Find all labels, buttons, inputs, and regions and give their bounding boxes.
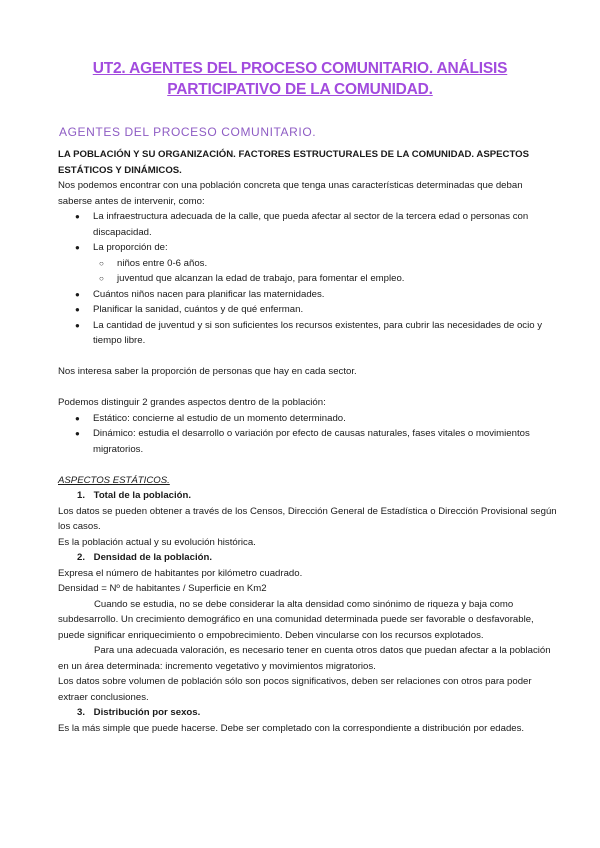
numbered-heading (58, 488, 558, 504)
document-title: UT2. AGENTES DEL PROCESO COMUNITARIO. ANÁLISIS PARTICIPATIVO DE LA COMUNIDAD. (92, 60, 508, 98)
item-number: 3. (77, 707, 86, 718)
item-title: Distribución por sexos. (93, 707, 201, 718)
item-number: 1. (77, 490, 86, 501)
paragraph: Los datos se pueden obtener a través de los Censos, Dirección General de Estadística o Dirección Provisional según los casos. (58, 505, 557, 532)
list-item: ● La infraestructura adecuada de la calle, que pueda afectar al sector de la tercera edad o personas con discapacidad. (58, 209, 558, 240)
distinguish-paragraph: Podemos distinguir 2 grandes aspectos dentro de la población: (58, 397, 326, 408)
paragraph: Para una adecuada valoración, es necesario tener en cuenta otros datos que puedan afectar a la población en un área determinada: incremento vegetativo y movimientos migratorios. (58, 645, 551, 672)
list-item (58, 240, 558, 256)
subheading: LA POBLACIÓN Y SU ORGANIZACIÓN. FACTORES ESTRUCTURALES DE LA COMUNIDAD. ASPECTOS ESTÁTICOS Y DINÁMICOS. (58, 149, 530, 176)
list-item: ● Dinámico: estudia el desarrollo o variación por efecto de causas naturales, fases vitales o movimientos migratorios. (58, 426, 558, 457)
aspects-list (58, 411, 558, 458)
proportion-sublist (58, 256, 558, 287)
numbered-heading (58, 550, 558, 566)
paragraph: Los datos sobre volumen de población sólo son pocos significativos, deben ser relaciones con otros para poder extraer conclusiones. (58, 676, 532, 703)
list-item: ● Cuántos niños nacen para planificar las maternidades. (58, 287, 558, 303)
sublist-item: ○ niños entre 0-6 años. (58, 256, 558, 272)
list-item: ● La cantidad de juventud y si son suficientes los recursos existentes, para cubrir las necesidades de ocio y tiempo libre. (58, 318, 558, 349)
numbered-heading (58, 705, 558, 721)
paragraph: Cuando se estudia, no se debe considerar la alta densidad como sinónimo de riqueza y baja como subdesarrollo. Un crecimiento demográfico en una comunidad determinada puede ser favorable o desfavorable, puede significar enriquecimiento o empobrecimiento. Deben vincularse con los recursos explotados. (58, 598, 534, 641)
characteristics-list (58, 209, 558, 256)
formula: Densidad = Nº de habitantes / Superficie en Km2 (58, 583, 267, 594)
item-title: Densidad de la población. (93, 552, 213, 563)
section-heading: AGENTES DEL PROCESO COMUNITARIO. (59, 125, 317, 139)
sublist-item: ○ juventud que alcanzan la edad de trabajo, para fomentar el empleo. (58, 271, 558, 287)
list-item-label: La proporción de: (93, 242, 168, 253)
static-aspects-heading: ASPECTOS ESTÁTICOS. (58, 474, 170, 486)
list-item: ● Estático: concierne al estudio de un momento determinado. (58, 411, 558, 427)
document-body (58, 147, 558, 736)
list-item: ● Planificar la sanidad, cuántos y de qué enferman. (58, 302, 558, 318)
paragraph: Expresa el número de habitantes por kilómetro cuadrado. (58, 567, 303, 579)
interest-paragraph: Nos interesa saber la proporción de personas que hay en cada sector. (58, 366, 357, 377)
paragraph: Es la más simple que puede hacerse. Debe ser completado con la correspondiente a distribución por edades. (58, 722, 525, 734)
item-number: 2. (77, 552, 86, 563)
characteristics-list-cont (58, 287, 558, 349)
intro-paragraph: Nos podemos encontrar con una población concreta que tenga unas características determinadas que deban saberse antes de intervenir, como: (58, 180, 523, 207)
item-title: Total de la población. (93, 490, 192, 501)
paragraph: Es la población actual y su evolución histórica. (58, 536, 256, 548)
